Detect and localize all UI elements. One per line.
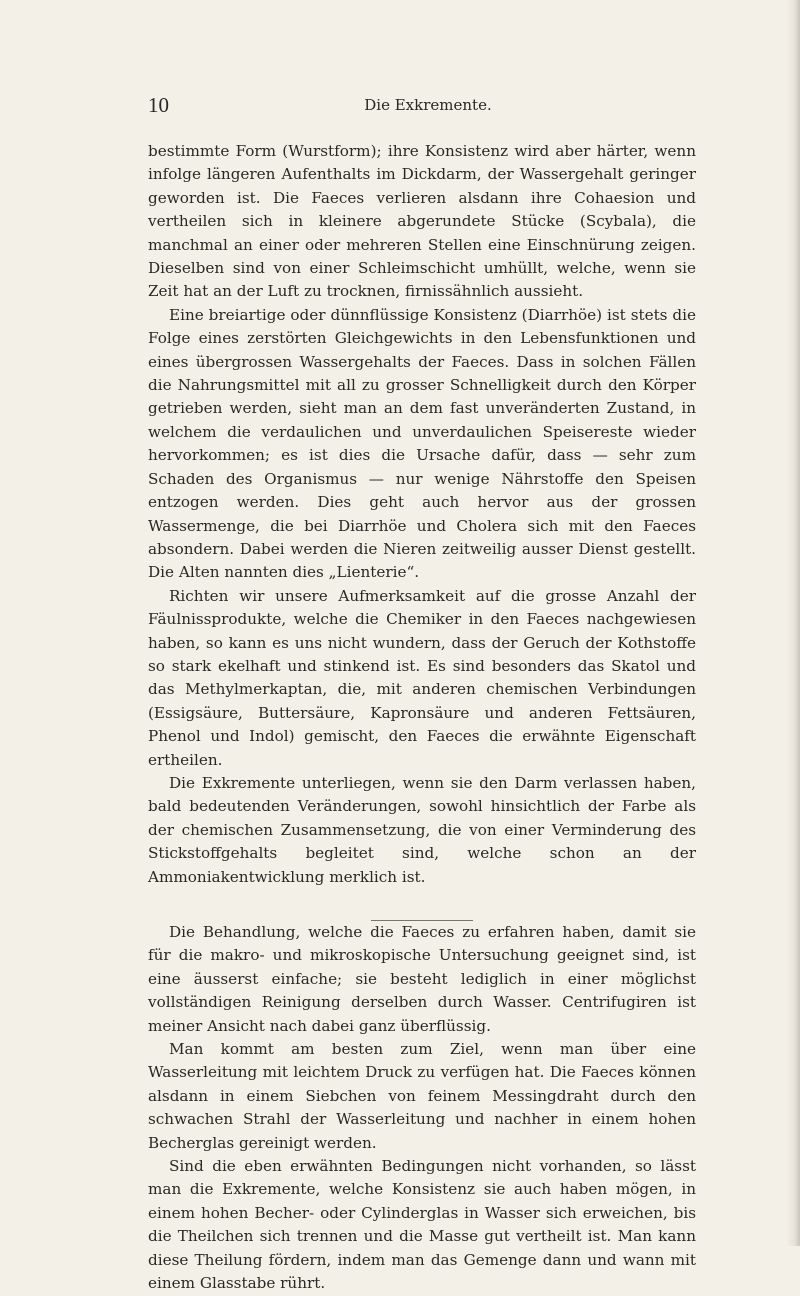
page-body: [148, 140, 696, 1296]
paragraph-behandlung: Die Behandlung, welche die Faeces zu erfahren haben, damit sie für die makro- und mikroskopische Untersuchung geeignet sind, ist eine äusserst einfache; sie besteht lediglich in einer möglichst vollständigen Reinigung derselben durch Wasser. Centrifugiren ist meiner Ansicht nach dabei ganz überflüssig.: [148, 923, 696, 1035]
page-header: [148, 90, 708, 120]
paragraph-becherglas: Sind die eben erwähnten Bedingungen nicht vorhanden, so lässt man die Exkremente, welche Konsistenz sie auch haben mögen, in einem hohen Becher- oder Cylinderglas in Wasser sich erweichen, bis die Theilchen sich trennen und die Masse gut vertheilt ist. Man kann diese Theilung fördern, indem man das Gemenge dann und wann mit einem Glasstabe rührt.: [148, 1157, 696, 1293]
page-number: 10: [148, 93, 169, 117]
running-title: Die Exkremente.: [364, 96, 492, 114]
page-edge-shadow: [786, 0, 800, 1246]
paragraph-diarrhoe: Eine breiartige oder dünnflüssige Konsistenz (Diarrhöe) ist stets die Folge eines zerstörten Gleichgewichts in den Lebensfunktionen und eines übergrossen Wassergehalts der Faeces. Dass in solchen Fällen die Nahrungsmittel mit all zu grosser Schnelligkeit durch den Körper getrieben werden, sieht man an dem fast unveränderten Zustand, in welchem die verdaulichen und unverdaulichen Speisereste wieder hervorkommen; es ist dies die Ursache dafür, dass — sehr zum Schaden des Organismus — nur wenige Nährstoffe den Speisen entzogen werden. Dies geht auch hervor aus der grossen Wassermenge, die bei Diarrhöe und Cholera sich mit den Faeces absondern. Dabei werden die Nieren zeitweilig ausser Dienst gestellt. Die Alten nannten dies „Lienterie“.: [148, 305, 696, 582]
paragraph-wasserleitung: Man kommt am besten zum Ziel, wenn man über eine Wasserleitung mit leichtem Druck zu verfügen hat. Die Faeces können alsdann in einem Siebchen von feinem Messingdraht durch den schwachen Strahl der Wasserleitung und nachher in einem hohen Becherglas gereinigt werden.: [148, 1040, 696, 1152]
paragraph-faeulnissprodukte: Richten wir unsere Aufmerksamkeit auf die grosse Anzahl der Fäulnissprodukte, welche die Chemiker in den Faeces nachgewiesen haben, so kann es uns nicht wundern, dass der Geruch der Kothstoffe so stark ekelhaft und stinkend ist. Es sind besonders das Skatol und das Methylmerkaptan, die, mit anderen chemischen Verbindungen (Essigsäure, Buttersäure, Kapronsäure und anderen Fettsäuren, Phenol und Indol) gemischt, den Faeces die erwähnte Eigenschaft ertheilen.: [148, 586, 696, 769]
paragraph-continued: bestimmte Form (Wurstform); ihre Konsistenz wird aber härter, wenn infolge längeren Aufenthalts im Dickdarm, der Wassergehalt geringer geworden ist. Die Faeces verlieren alsdann ihre Cohaesion und vertheilen sich in kleinere abgerundete Stücke (Scybala), die manchmal an einer oder mehreren Stellen eine Einschnürung zeigen. Dieselben sind von einer Schleimschicht umhüllt, welche, wenn sie Zeit hat an der Luft zu trocknen, firnissähnlich aussieht.: [148, 142, 696, 301]
paragraph-veraenderungen: Die Exkremente unterliegen, wenn sie den Darm verlassen haben, bald bedeutenden Veränderungen, sowohl hinsichtlich der Farbe als der chemischen Zusammensetzung, die von einer Verminderung des Stickstoffgehalts begleitet sind, welche schon an der Ammoniakentwicklung merklich ist.: [148, 773, 696, 886]
